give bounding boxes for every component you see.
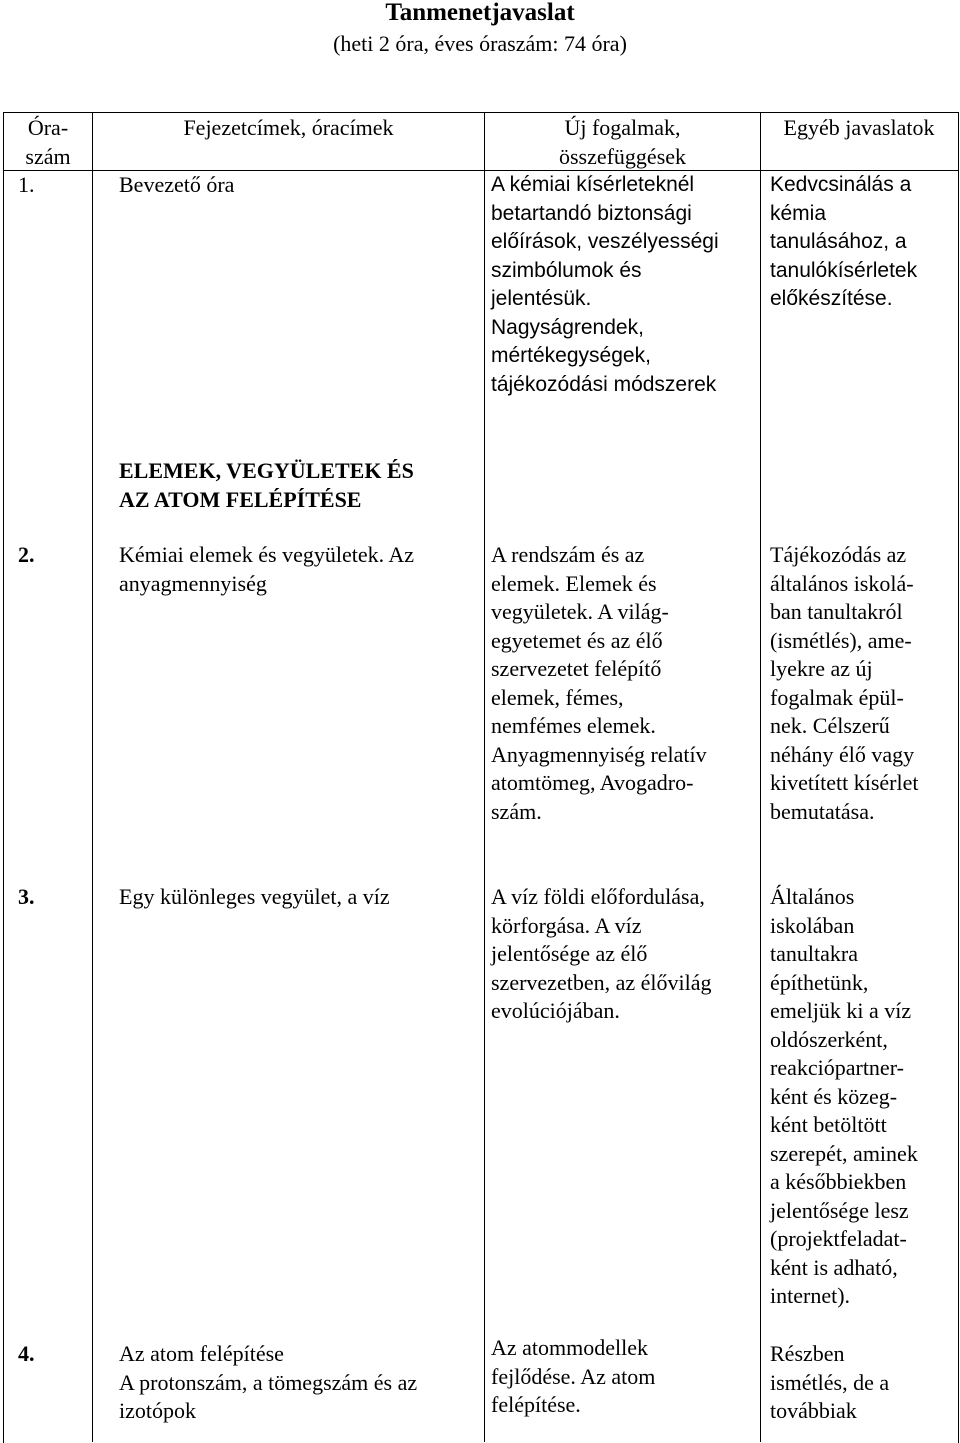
column-divider [92,112,93,1442]
column-divider [484,112,485,1442]
lesson-concepts: A víz földi előfordulása, körforgása. A víz jelentősége az élő szervezetben, az élővilág evolúciójában. [491,884,712,1023]
lesson-concepts: A rendszám és az elemek. Elemek és vegyületek. A világ- egyetemet és az élő szervezetet felépítő elemek, fémes, nemfémes elemek. Anyagmennyiség relatív atomtömeg, Avogadro- szám. [491,542,707,824]
column-divider [760,112,761,1442]
lesson-concepts: A kémiai kísérleteknél betartandó biztonsági előírások, veszélyességi szimbólumok és jelentésük. Nagyságrendek, mértékegységek, tájékozódási módszerek [491,173,719,396]
lesson-title: Az atom felépítése A protonszám, a tömegszám és az izotópok [119,1341,418,1423]
page-title: Tanmenetjavaslat [385,0,575,26]
lesson-title: Kémiai elemek és vegyületek. Az anyagmennyiség [119,542,415,596]
lesson-number: 2. [18,542,35,567]
lesson-number: 4. [18,1341,35,1366]
lesson-title: Bevezető óra [119,172,235,197]
lesson-suggestions: Kedvcsinálás a kémia tanulásához, a tanulókísérletek előkészítése. [770,173,918,310]
lesson-title: Egy különleges vegyület, a víz [119,884,390,909]
lesson-number: 3. [18,884,35,909]
column-header-hour: Óra- szám [25,115,71,169]
lesson-number: 1. [18,172,35,197]
section-heading: ELEMEK, VEGYÜLETEK ÉS AZ ATOM FELÉPÍTÉSE [119,458,414,512]
column-header-other: Egyéb javaslatok [783,115,935,140]
lesson-concepts: Az atommodellek fejlődése. Az atom felépítése. [491,1335,656,1417]
lesson-suggestions: Tájékozódás az általános iskolá- ban tanultakról (ismétlés), ame- lyekre az új fogalmak épül- nek. Célszerű néhány élő vagy kivetített kísérlet bemutatása. [770,542,919,824]
lesson-suggestions: Részben ismétlés, de a továbbiak [770,1341,890,1423]
page-subtitle: (heti 2 óra, éves óraszám: 74 óra) [333,31,627,56]
column-header-concepts: Új fogalmak, összefüggések [558,115,687,169]
lesson-suggestions: Általános iskolában tanultakra építhetünk, emeljük ki a víz oldószerként, reakciópartner- ként és közeg- ként betöltött szerepét, aminek a későbbiekben jelentősége lesz (projektfeladat- ként is adható, internet). [770,884,918,1308]
column-header-chapter: Fejezetcímek, óracímek [183,115,394,140]
